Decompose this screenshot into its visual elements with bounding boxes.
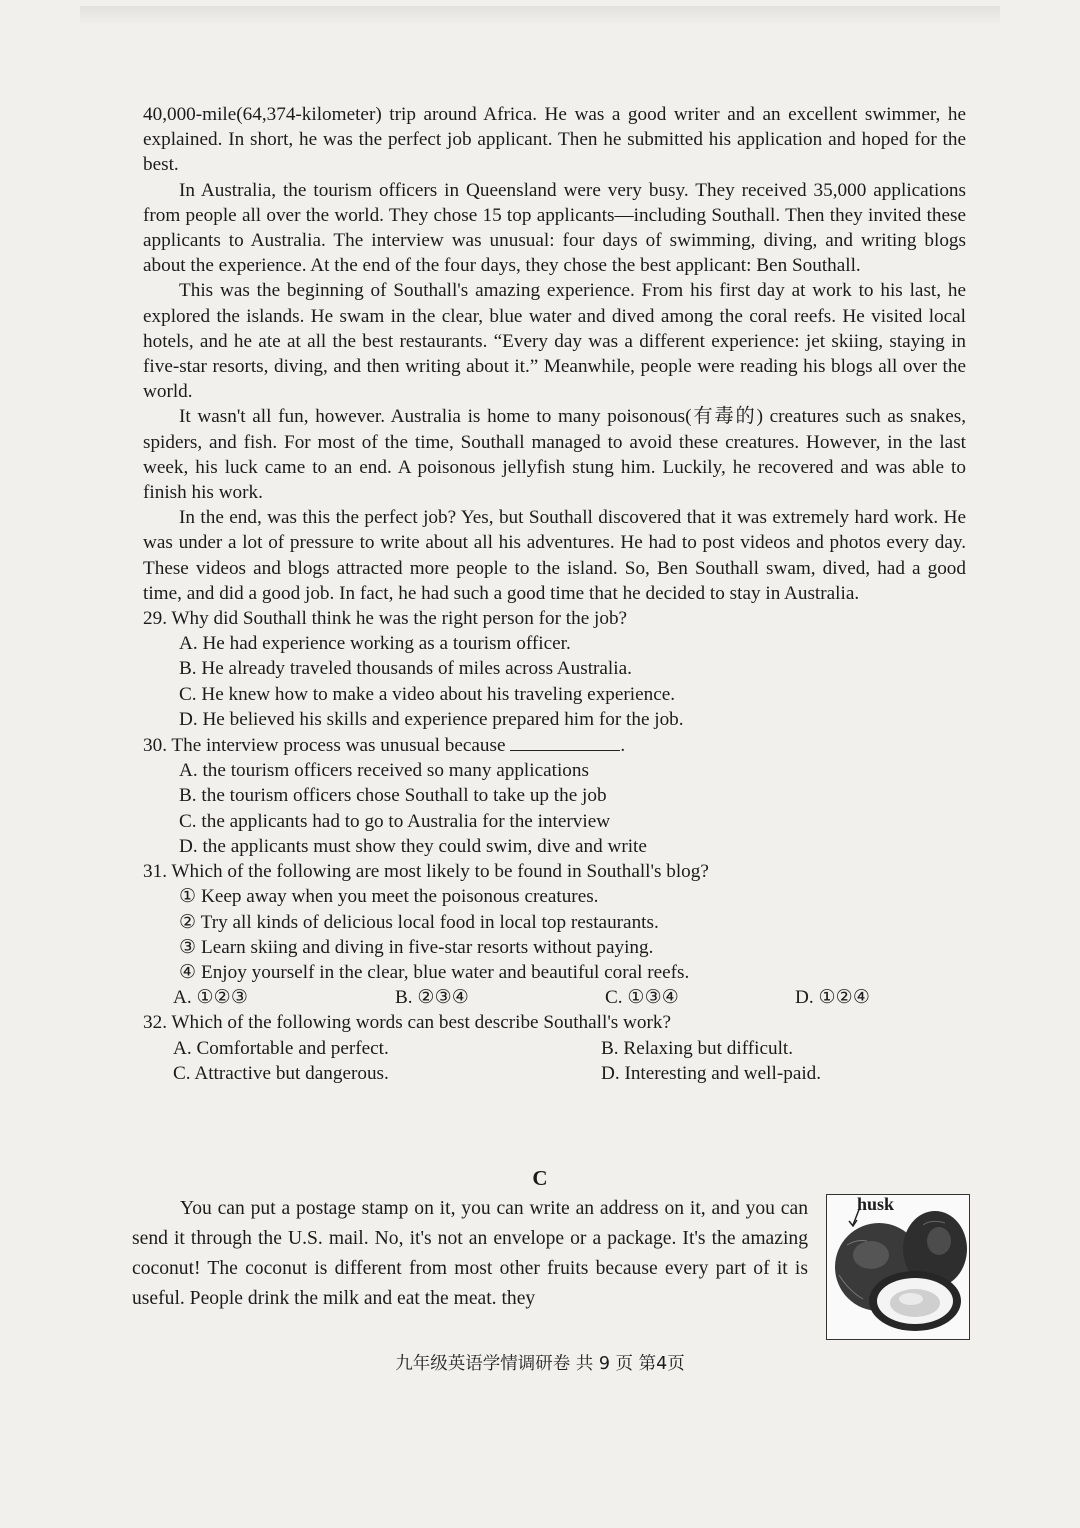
- question-stem: 29. Why did Southall think he was the right person for the job?: [143, 608, 628, 630]
- reading-passage-c: [132, 1194, 808, 1314]
- option-d: D. the applicants must show they could swim, dive and write: [179, 835, 647, 857]
- page-footer: 九年级英语学情调研卷 共 9 页 第4页: [395, 1354, 685, 1374]
- statement-1: ① Keep away when you meet the poisonous creatures.: [179, 886, 599, 908]
- answer-choices: [173, 985, 966, 1010]
- passage-paragraph: It wasn't all fun, however. Australia is home to many poisonous(有毒的) creatures such as snakes, spiders, and fish. For most of the time, Southall managed to avoid these creatures. However, in the last week, his luck came to an end. A poisonous jellyfish stung him. Luckily, he recovered and was able to finish his work.: [143, 406, 966, 504]
- statement-3: ③ Learn skiing and diving in five-star resorts without paying.: [179, 936, 654, 958]
- option-b: B. He already traveled thousands of miles across Australia.: [179, 658, 632, 680]
- passage-paragraph: In Australia, the tourism officers in Queensland were very busy. They received 35,000 applications from people all over the world. They chose 15 top applicants—including Southall. Then they invited these applicants to Australia. The interview was unusual: four days of swimming, diving, and writing blogs about the experience. At the end of the four days, they chose the best applicant: Ben Southall.: [143, 179, 966, 277]
- reading-passage-b: [143, 102, 966, 1086]
- question-32: [143, 1010, 966, 1086]
- option-a: A. Comfortable and perfect.: [173, 1037, 389, 1059]
- coconut-icon: [827, 1195, 969, 1339]
- coconut-illustration: [826, 1194, 970, 1340]
- option-b: B. ②③④: [395, 987, 469, 1009]
- statement-2: ② Try all kinds of delicious local food in local top restaurants.: [179, 911, 659, 933]
- option-b: B. the tourism officers chose Southall to take up the job: [179, 785, 607, 807]
- option-a: A. He had experience working as a tourism officer.: [179, 633, 571, 655]
- question-stem-text: 30. The interview process was unusual because: [143, 735, 506, 757]
- statement-4: ④ Enjoy yourself in the clear, blue water and beautiful coral reefs.: [179, 961, 690, 983]
- passage-paragraph: 40,000-mile(64,374-kilometer) trip around Africa. He was a good writer and an excellent swimmer, he explained. In short, he was the perfect job applicant. Then he submitted his application and hoped for the best.: [143, 104, 966, 176]
- option-d: D. He believed his skills and experience prepared him for the job.: [179, 708, 684, 730]
- husk-label: husk: [857, 1194, 895, 1214]
- option-c: C. He knew how to make a video about his traveling experience.: [179, 683, 676, 705]
- answer-choices: [173, 1036, 966, 1086]
- option-d: D. Interesting and well-paid.: [601, 1062, 822, 1084]
- option-a: A. ①②③: [173, 987, 249, 1009]
- question-stem: 31. Which of the following are most likely to be found in Southall's blog?: [143, 861, 709, 883]
- section-heading: C: [532, 1166, 548, 1190]
- passage-paragraph: In the end, was this the perfect job? Yes, but Southall discovered that it was extremely hard work. He was under a lot of pressure to write about all his adventures. He had to post videos and photos every day. These videos and blogs attracted more people to the island. So, Ben Southall swam, dived, had a good time, and did a good job. In fact, he had such a good time that he decided to stay in Australia.: [143, 507, 966, 604]
- question-30: [143, 732, 966, 859]
- scan-edge-shadow: [80, 6, 1000, 24]
- option-c: C. Attractive but dangerous.: [173, 1062, 389, 1084]
- stem-end: .: [620, 735, 626, 757]
- answer-blank: [510, 732, 620, 751]
- option-d: D. ①②④: [795, 987, 871, 1009]
- question-29: [143, 606, 966, 732]
- question-stem: 32. Which of the following words can best describe Southall's work?: [143, 1012, 671, 1034]
- question-31: [143, 859, 966, 1010]
- option-c: C. the applicants had to go to Australia for the interview: [179, 810, 611, 832]
- option-b: B. Relaxing but difficult.: [601, 1037, 794, 1059]
- option-a: A. the tourism officers received so many applications: [179, 760, 589, 782]
- option-c: C. ①③④: [605, 987, 679, 1009]
- question-stem: [143, 732, 966, 758]
- passage-paragraph: This was the beginning of Southall's amazing experience. From his first day at work to his last, he explored the islands. He swam in the clear, blue water and dived among the coral reefs. He visited local hotels, and he ate at all the best restaurants. “Every day was a different experience: jet skiing, staying in five-star resorts, diving, and then writing about it.” Meanwhile, people were reading his blogs all over the world.: [143, 280, 966, 403]
- passage-paragraph: You can put a postage stamp on it, you can write an address on it, and you can send it through the U.S. mail. No, it's not an envelope or a package. It's the amazing coconut! The coconut is different from most other fruits because every part of it is useful. People drink the milk and eat the meat. they: [132, 1198, 808, 1309]
